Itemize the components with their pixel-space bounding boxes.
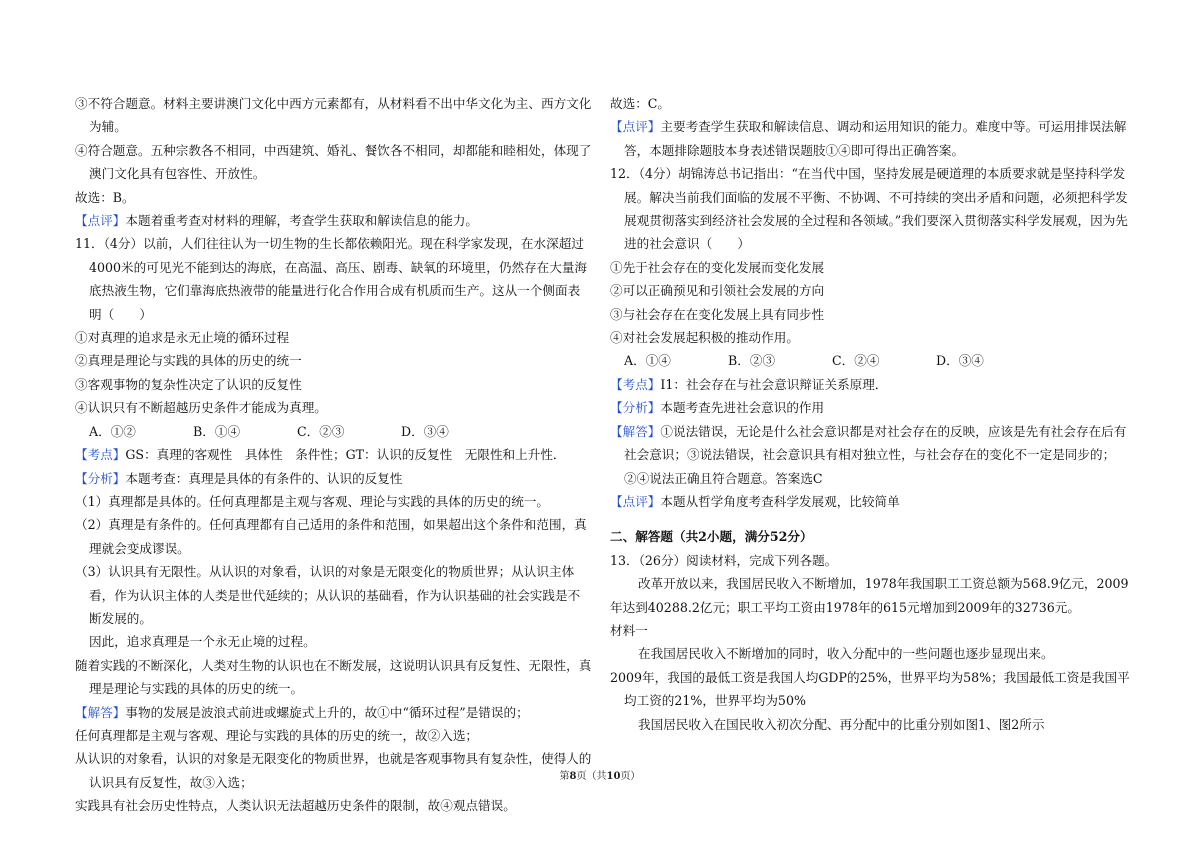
tag-label: 【解答】 [75,704,126,720]
footer-post: 页） [620,771,641,782]
option-c: C．②③ [297,423,345,439]
statement-3: ③客观事物的复杂性决定了认识的反复性 [75,376,302,392]
paragraph: 故选：C。 [610,96,671,111]
statement-4: ④对社会发展起积极的推动作用。 [610,330,799,346]
fenxi-text: 本题考查：真理是具体的有条件的、认识的反复性 [125,470,403,486]
section-heading: 二、解答题（共2小题，满分52分） [610,529,813,545]
statement-1: ①对真理的追求是永无止境的循环过程 [75,330,290,346]
left-column [75,92,592,818]
fenxi-text: 本题考查先进社会意识的作用 [660,400,825,416]
paragraph: ③不符合题意。材料主要讲澳门文化中西方元素都有，从材料看不出中华文化为主、西方文化为辅。 [75,96,592,135]
kaodian-text: GS：真理的客观性 具体性 条件性；GT：认识的反复性 无限性和上升性． [125,447,566,463]
page-total: 10 [606,771,621,782]
fenxi-line [610,396,1130,419]
comment-line [610,115,1130,162]
comment-line [610,490,1130,513]
option-d: D．③④ [401,423,449,439]
paragraph: （3）认识具有无限性。从认识的对象看，认识的对象是无限变化的物质世界；从认识主体看，作为认识主体的人类是世代延续的；从认识的基础看，作为认识基础的社会实践是不断发展的。 [75,564,581,626]
option-d: D．③④ [936,353,984,369]
paragraph: ④符合题意。五种宗教各不相同，中西建筑、婚礼、餐饮各不相同，却都能和睦相处，体现了澳门文化具有包容性、开放性。 [75,142,592,182]
option-a: A．①② [89,423,136,439]
footer-pre: 第 [559,771,570,782]
jieda-text: ①说法错误，无论是什么社会意识都是对社会存在的反映，应该是先有社会存在后有社会意识；③说法错误，社会意识具有相对独立性，与社会存在的变化不一定是同步的；②④说法正确且符合题意。答案选C [624,423,1127,486]
question-12: 12．（4分）胡锦涛总书记指出：“在当代中国，坚持发展是硬道理的本质要求就是坚持科学发展。解决当前我们面临的发展不平衡、不协调、不可持续的突出矛盾和问题，必须把科学发展观贯彻落实到经济社会发展的全过程和各领域。”我们要深入贯彻落实科学发展观，因为先进的社会意识（ ） [610,166,1128,252]
statement-1: ①先于社会存在的变化发展而变化发展 [610,259,825,275]
statement-2: ②可以正确预见和引领社会发展的方向 [610,283,825,299]
page-number: 8 [569,771,577,782]
answer-options [610,349,1130,372]
material-paragraph: 在我国居民收入不断增加的同时，收入分配中的一些问题也逐步显现出来。 [638,646,1054,662]
paragraph: （2）真理是有条件的。任何真理都有自己适用的条件和范围，如果超出这个条件和范围，真理就会变成谬误。 [75,517,587,556]
right-column [610,92,1130,736]
material-paragraph: 2009年，我国的最低工资是我国人均GDP的25%，世界平均为58%；我国最低工资是我国平均工资的21%，世界平均为50% [610,669,1130,709]
tag-label: 【分析】 [610,400,661,416]
answer-options [75,420,592,443]
comment-text: 本题从哲学角度考查科学发展观，比较简单 [660,493,900,509]
option-a: A．①④ [624,353,671,369]
paragraph: 任何真理都是主观与客观、理论与实践的具体的历史的统一，故②入选； [75,727,478,743]
jieda-line [75,701,592,724]
comment-text: 主要考查学生获取和解读信息、调动和运用知识的能力。难度中等。可运用排误法解答，本题排除题肢本身表述错误题肢①④即可得出正确答案。 [624,119,1127,158]
statement-2: ②真理是理论与实践的具体的历史的统一 [75,353,302,369]
tag-label: 【点评】 [610,119,661,135]
tag-label: 【点评】 [610,493,661,509]
option-c: C．②④ [832,353,880,369]
kaodian-text: I1：社会存在与社会意识辩证关系原理． [660,376,888,392]
tag-label: 【解答】 [610,423,661,439]
jieda-line [610,420,1130,490]
paragraph: 随着实践的不断深化，人类对生物的认识也在不断发展，这说明认识具有反复性、无限性，真理是理论与实践的具体的历史的统一。 [75,657,592,697]
paragraph: （1）真理都是具体的。任何真理都是主观与客观、理论与实践的具体的历史的统一。 [75,493,549,509]
jieda-text: 事物的发展是波浪式前进或螺旋式上升的，故①中“循环过程”是错误的； [125,704,529,720]
paragraph: 因此，追求真理是一个永无止境的过程。 [89,634,316,650]
comment-line [75,209,592,232]
question-11: 11．（4分）以前，人们往往认为一切生物的生长都依赖阳光。现在科学家发现，在水深超过4000米的可见光不能到达的海底，在高温、高压、剧毒、缺氧的环境里，仍然存在大量海底热液生物，它们靠海底热液带的能量进行化合作用合成有机质而生产。这从一个侧面表明（ ） [75,236,588,322]
comment-text: 本题着重考查对材料的理解，考查学生获取和解读信息的能力。 [125,213,478,229]
tag-label: 【考点】 [610,376,661,392]
statement-4: ④认识只有不断超越历史条件才能成为真理。 [75,400,327,416]
paragraph: 故选：B。 [75,189,135,205]
page-footer [0,770,1200,784]
material-paragraph: 我国居民收入在国民收入初次分配、再分配中的比重分别如图1、图2所示 [638,716,1045,732]
option-b: B．②③ [728,353,776,369]
kaodian-line [610,373,1130,396]
fenxi-line [75,467,592,490]
statement-3: ③与社会存在在变化发展上具有同步性 [610,306,825,322]
footer-mid: 页（共 [576,771,607,782]
tag-label: 【点评】 [75,213,126,229]
material-paragraph: 改革开放以来，我国居民收入不断增加，1978年我国职工工资总额为568.9亿元，2009年达到40288.2亿元；职工平均工资由1978年的615元增加到2009年的32736元。 [610,576,1129,615]
paragraph: 从认识的对象看，认识的对象是无限变化的物质世界，也就是客观事物具有复杂性，使得人的认识具有反复性，故③入选； [75,751,592,790]
tag-label: 【分析】 [75,470,126,486]
paragraph: 实践具有社会历史性特点，人类认识无法超越历史条件的限制，故④观点错误。 [75,798,516,814]
kaodian-line [75,443,592,466]
material-label: 材料一 [610,622,648,638]
tag-label: 【考点】 [75,447,126,463]
question-13: 13．（26分）阅读材料，完成下列各题。 [610,552,838,568]
option-b: B．①④ [193,423,241,439]
